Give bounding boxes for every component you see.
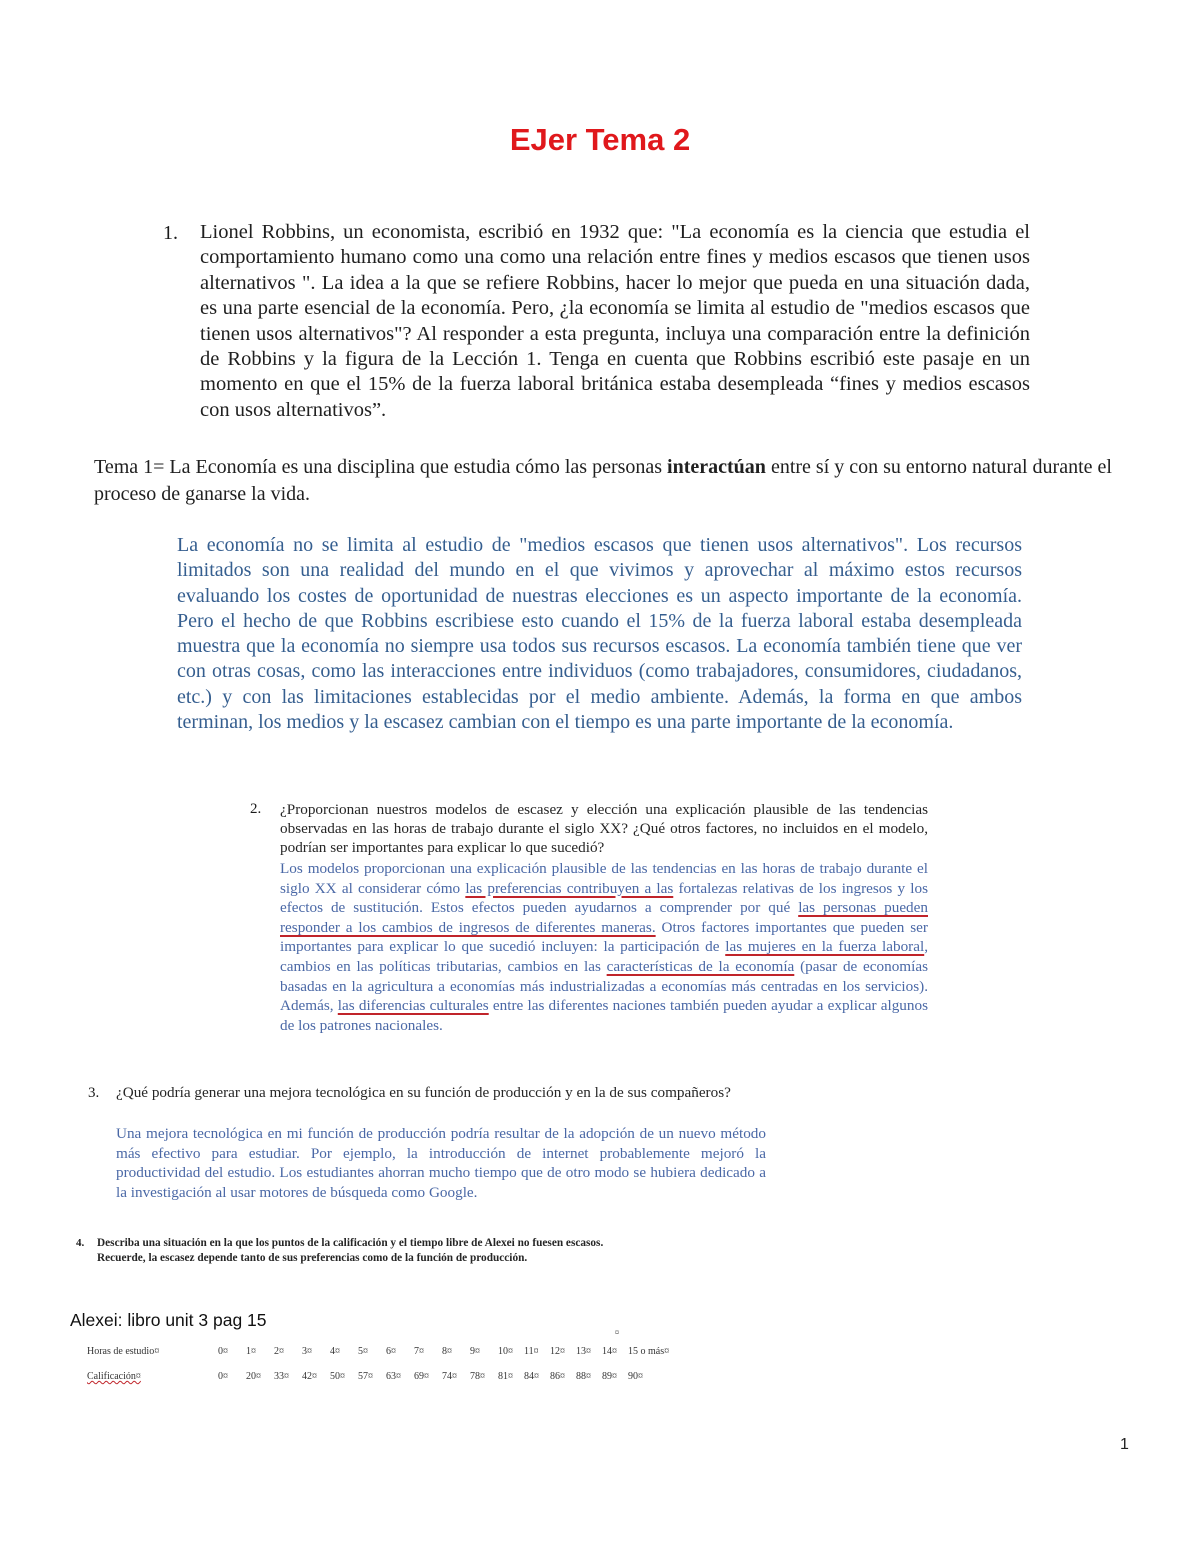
answer-2-underline-5: las diferencias culturales <box>337 997 489 1015</box>
table-cell: 81¤ <box>498 1371 513 1382</box>
answer-2-part-d: , cambios en las políticas tributarias, cambios en las <box>280 938 929 975</box>
answer-2-underline-4: características de la economía <box>606 957 795 975</box>
table-cell: 11¤ <box>524 1346 539 1357</box>
table-cell: 0¤ <box>218 1346 228 1357</box>
table-cell: 14¤ <box>602 1346 617 1357</box>
answer-2-part-b: fortalezas relativas de los ingresos y los efectos de sustitución. Estos efectos pueden ayudarnos a comprender por qué <box>280 879 928 917</box>
question-2-number: 2. <box>250 801 262 817</box>
table-cell: 63¤ <box>386 1371 401 1382</box>
tema-1-bold-word: interactúan <box>667 456 766 478</box>
table-cell: 74¤ <box>442 1371 457 1382</box>
question-4-text: Describa una situación en la que los puntos de la calificación y el tiempo libre de Alexei no fuesen escasos. Recuerde, la escasez depende tanto de sus preferencias como de la función de producción. <box>97 1237 604 1265</box>
table-cell: 3¤ <box>302 1346 312 1357</box>
table-end-mark: ¤ <box>615 1328 619 1337</box>
answer-2-text <box>280 859 928 1035</box>
table-cell: 78¤ <box>470 1371 485 1382</box>
table-cell: 10¤ <box>498 1346 513 1357</box>
answer-2-underline-2: las personas pueden responder a los cambios de ingresos de diferentes maneras. <box>280 899 928 936</box>
table-cell: 4¤ <box>330 1346 340 1357</box>
table-cell: 20¤ <box>246 1371 261 1382</box>
table-cell: 0¤ <box>218 1371 228 1382</box>
table-row-label-grade: Calificación¤ <box>87 1371 141 1382</box>
table-cell: 42¤ <box>302 1371 317 1382</box>
table-cell: 8¤ <box>442 1346 452 1357</box>
table-cell: 9¤ <box>470 1346 480 1357</box>
table-cell: 89¤ <box>602 1371 617 1382</box>
answer-2-part-a: Los modelos proporcionan una explicación plausible de las tendencias en las horas de trabajo durante el siglo XX al considerar cómo <box>280 860 928 897</box>
answer-2-part-e: (pasar de economías basadas en la agricultura a economías más industrializadas a economías más centradas en los servicios). Además, <box>280 957 928 1015</box>
question-1-text: Lionel Robbins, un economista, escribió en 1932 que: "La economía es la ciencia que estudia el comportamiento humano como una como una relación entre fines y medios escasos que tienen usos alternativos ". La idea a la que se refiere Robbins, hacer lo mejor que pueda en una situación dada, es una parte esencial de la economía. Pero, ¿la economía se limita al estudio de "medios escasos que tienen usos alternativos"? Al responder a esta pregunta, incluya una comparación entre la definición de Robbins y la figura de la Lección 1. Tenga en cuenta que Robbins escribió este pasaje en un momento en que el 15% de la fuerza laboral británica estaba desempleada “fines y medios escasos con usos alternativos”. <box>200 221 1030 421</box>
table-cell: 1¤ <box>246 1346 256 1357</box>
table-row-label-hours: Horas de estudio¤ <box>87 1346 160 1357</box>
table-cell: 86¤ <box>550 1371 565 1382</box>
question-2-text: ¿Proporcionan nuestros modelos de escasez y elección una explicación plausible de las tendencias observadas en las horas de trabajo durante el siglo XX? ¿Qué otros factores, no incluidos en el modelo, podrían ser importantes para explicar lo que sucedió? <box>280 801 928 857</box>
table-cell: 12¤ <box>550 1346 565 1357</box>
table-cell: 33¤ <box>274 1371 289 1382</box>
table-row-grade <box>218 1371 688 1382</box>
answer-2-part-c: Otros factores importantes que pueden ser importantes para explicar lo que sucedió incluyen: la participación de <box>280 918 928 956</box>
tema-1-definition <box>94 454 1134 508</box>
table-cell: 50¤ <box>330 1371 345 1382</box>
question-3-number: 3. <box>88 1085 100 1101</box>
answer-1-text: La economía no se limita al estudio de "medios escasos que tienen usos alternativos". Los recursos limitados son una realidad del mundo en el que vivimos y aprovechar al máximo estos recursos evaluando los costes de oportunidad de nuestras elecciones es un aspecto importante de la economía. Pero el hecho de que Robbins escribiese esto cuando el 15% de la fuerza laboral estaba desempleada muestra que la economía no siempre usa todos sus recursos escasos. La economía también tiene que ver con otras cosas, como las interacciones entre individuos (como trabajadores, consumidores, ciudadanos, etc.) y con las limitaciones establecidas por el medio ambiente. Además, la forma en que ambos terminan, los medios y la escasez cambian con el tiempo es una parte importante de la economía. <box>177 534 1022 734</box>
answer-2-underline-1: las preferencias contribuyen a las <box>465 879 674 897</box>
table-cell: 69¤ <box>414 1371 429 1382</box>
table-cell: 84¤ <box>524 1371 539 1382</box>
table-cell: 90¤ <box>628 1371 643 1382</box>
alexei-note: Alexei: libro unit 3 pag 15 <box>70 1310 267 1330</box>
question-4-number: 4. <box>76 1237 85 1249</box>
table-cell: 2¤ <box>274 1346 284 1357</box>
answer-2-part-f: entre las diferentes naciones también pueden ayudar a explicar algunos de los patrones nacionales. <box>280 997 928 1034</box>
table-cell: 7¤ <box>414 1346 424 1357</box>
table-row-hours <box>218 1346 688 1357</box>
answer-2-underline-3: las mujeres en la fuerza laboral <box>725 938 925 956</box>
page-title: EJer Tema 2 <box>509 122 691 157</box>
tema-1-text-start: Tema 1= La Economía es una disciplina que estudia cómo las personas <box>94 456 668 478</box>
table-cell: 5¤ <box>358 1346 368 1357</box>
table-cell: 6¤ <box>386 1346 396 1357</box>
question-1-number: 1. <box>163 222 178 244</box>
answer-3-text: Una mejora tecnológica en mi función de producción podría resultar de la adopción de un nuevo método más efectivo para estudiar. Por ejemplo, la introducción de internet probablemente mejoró la productividad del estudio. Los estudiantes ahorran mucho tiempo que de otro modo se hubiera dedicado a la investigación al usar motores de búsqueda como Google. <box>116 1125 766 1201</box>
page-number: 1 <box>1120 1436 1129 1453</box>
question-3-text: ¿Qué podría generar una mejora tecnológica en su función de producción y en la de sus compañeros? <box>116 1084 731 1101</box>
tema-1-text-end: entre sí y con su entorno natural durante el proceso de ganarse la vida. <box>94 456 1112 505</box>
table-cell: 15 o más¤ <box>628 1346 670 1357</box>
table-cell: 88¤ <box>576 1371 591 1382</box>
table-cell: 13¤ <box>576 1346 591 1357</box>
table-cell: 57¤ <box>358 1371 373 1382</box>
